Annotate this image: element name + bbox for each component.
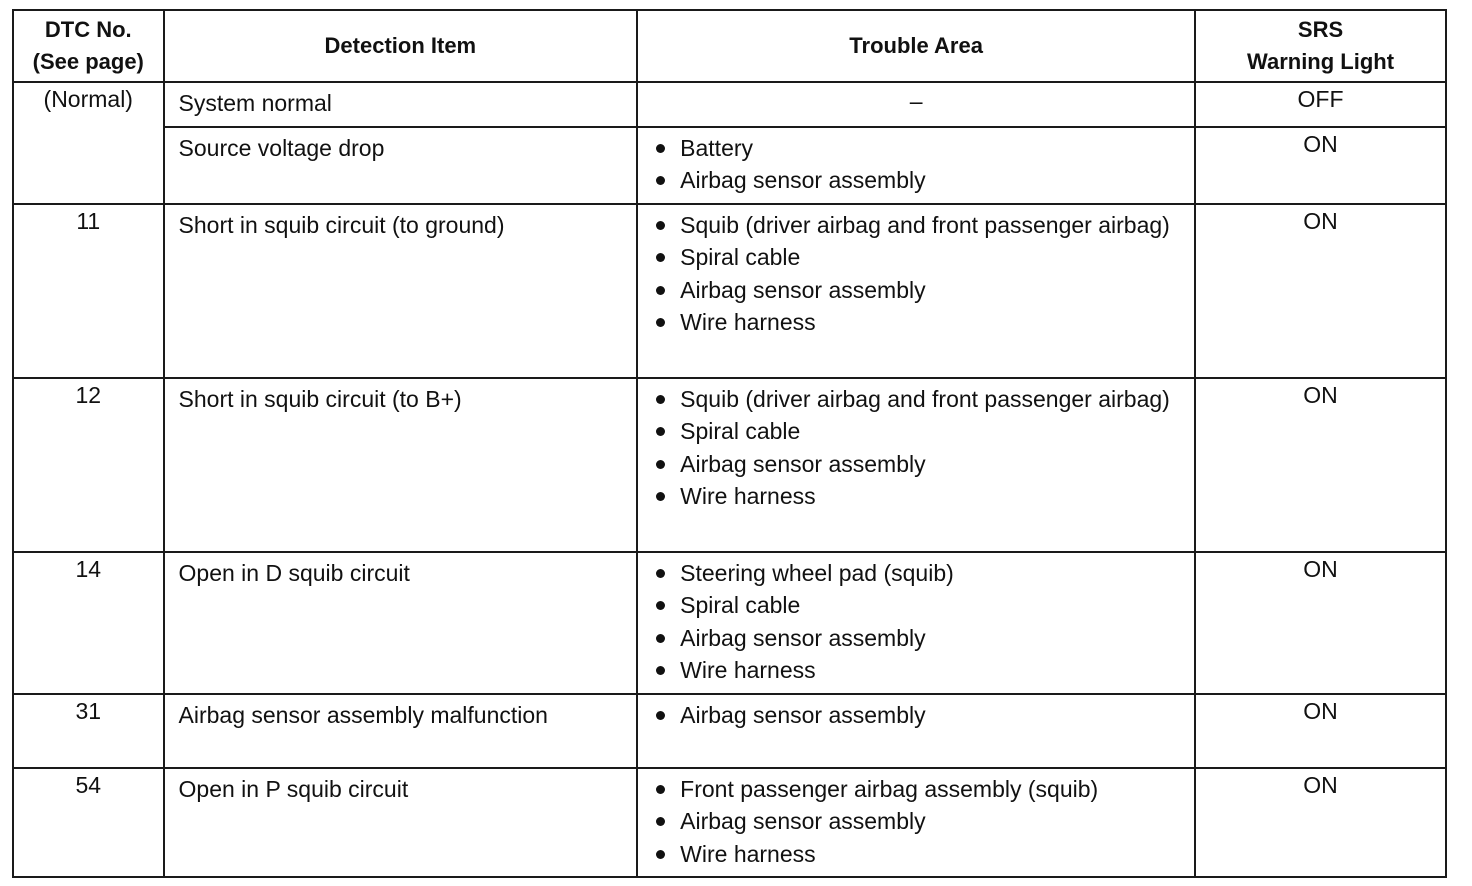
trouble-area-text: Airbag sensor assembly <box>680 450 926 477</box>
warning-light-cell: ON <box>1195 694 1446 768</box>
dtc-number-cell: 54 <box>13 768 164 878</box>
warning-light-cell: ON <box>1195 204 1446 378</box>
dtc-number-cell: 12 <box>13 378 164 552</box>
trouble-area-item <box>652 773 1186 806</box>
bullet-icon <box>656 460 665 469</box>
trouble-area-text: Wire harness <box>680 309 816 335</box>
trouble-area-text: Airbag sensor assembly <box>680 808 926 834</box>
header-dtc-line2: (See page) <box>32 49 144 74</box>
trouble-area-cell <box>637 127 1195 204</box>
header-detection-item: Detection Item <box>164 10 638 82</box>
dtc-number-cell: 31 <box>13 694 164 768</box>
trouble-area-cell <box>637 552 1195 694</box>
bullet-icon <box>656 427 665 436</box>
trouble-area-item <box>652 654 1186 687</box>
bullet-icon <box>656 666 665 675</box>
trouble-area-text: Steering wheel pad (squib) <box>680 559 954 586</box>
trouble-area-list <box>652 132 1186 197</box>
bullet-icon <box>656 569 665 578</box>
trouble-area-text: Squib (driver airbag and front passenger airbag) <box>680 385 1170 412</box>
trouble-area-item <box>652 306 1186 339</box>
detection-cell: Open in D squib circuit <box>164 552 638 694</box>
trouble-area-cell <box>637 768 1195 878</box>
trouble-area-list <box>652 699 1186 732</box>
detection-cell: Short in squib circuit (to ground) <box>164 204 638 378</box>
dtc-number-cell: 14 <box>13 552 164 694</box>
warning-light-cell: ON <box>1195 127 1446 204</box>
bullet-icon <box>656 176 665 185</box>
trouble-area-cell <box>637 204 1195 378</box>
trouble-area-text: Airbag sensor assembly <box>680 701 926 728</box>
trouble-area-text: Wire harness <box>680 840 816 867</box>
trouble-area-list <box>652 209 1186 339</box>
bullet-icon <box>656 601 665 610</box>
header-dtc-line1: DTC No. <box>44 17 132 42</box>
trouble-area-text: Wire harness <box>680 483 816 509</box>
trouble-area-item <box>652 241 1186 274</box>
detection-cell: System normal <box>164 82 638 127</box>
trouble-area-text: Battery <box>680 134 754 161</box>
trouble-area-item <box>652 805 1186 838</box>
bullet-icon <box>656 253 665 262</box>
table-row-source-voltage-drop <box>13 127 1446 204</box>
trouble-area-item <box>652 415 1186 448</box>
trouble-area-text: Airbag sensor assembly <box>680 276 926 303</box>
trouble-area-text: Wire harness <box>680 657 816 683</box>
warning-light-cell: ON <box>1195 768 1446 878</box>
detection-cell: Open in P squib circuit <box>164 768 638 878</box>
trouble-area-text: Spiral cable <box>680 244 801 270</box>
detection-cell: Short in squib circuit (to B+) <box>164 378 638 552</box>
trouble-area-cell <box>637 694 1195 768</box>
trouble-area-item <box>652 480 1186 513</box>
trouble-area-item <box>652 209 1186 242</box>
bullet-icon <box>656 817 665 826</box>
trouble-area-text: Spiral cable <box>680 418 801 444</box>
trouble-area-text: Airbag sensor assembly <box>680 167 926 193</box>
bullet-icon <box>656 634 665 643</box>
dtc-cell-normal: (Normal) <box>13 82 164 204</box>
header-trouble-area: Trouble Area <box>637 10 1195 82</box>
bullet-icon <box>656 318 665 327</box>
trouble-area-list <box>652 773 1186 871</box>
bullet-icon <box>656 286 665 295</box>
trouble-area-cell: – <box>637 82 1195 127</box>
table-row-dtc-14 <box>13 552 1446 694</box>
bullet-icon <box>656 144 665 153</box>
bullet-icon <box>656 785 665 794</box>
trouble-area-item <box>652 589 1186 622</box>
trouble-area-cell <box>637 378 1195 552</box>
bullet-icon <box>656 492 665 501</box>
header-dtc-no <box>13 10 164 82</box>
warning-light-cell: ON <box>1195 552 1446 694</box>
trouble-area-item <box>652 274 1186 307</box>
bullet-icon <box>656 711 665 720</box>
header-row <box>13 10 1446 82</box>
dtc-table <box>12 9 1447 878</box>
table-row-dtc-12 <box>13 378 1446 552</box>
header-srs-warning-light <box>1195 10 1446 82</box>
table-row-dtc-11 <box>13 204 1446 378</box>
trouble-area-text: Squib (driver airbag and front passenger airbag) <box>680 211 1170 238</box>
warning-light-cell: OFF <box>1195 82 1446 127</box>
trouble-area-item <box>652 132 1186 165</box>
trouble-area-item <box>652 448 1186 481</box>
table-row-dtc-54 <box>13 768 1446 878</box>
trouble-area-item <box>652 557 1186 590</box>
table-row-system-normal <box>13 82 1446 127</box>
trouble-area-list <box>652 557 1186 687</box>
detection-cell: Airbag sensor assembly malfunction <box>164 694 638 768</box>
trouble-area-item <box>652 838 1186 871</box>
trouble-area-item <box>652 383 1186 416</box>
bullet-icon <box>656 221 665 230</box>
bullet-icon <box>656 850 665 859</box>
detection-cell: Source voltage drop <box>164 127 638 204</box>
header-srs-line2: Warning Light <box>1247 49 1395 74</box>
trouble-area-text: Front passenger airbag assembly (squib) <box>680 775 1099 802</box>
bullet-icon <box>656 395 665 404</box>
trouble-area-text: Spiral cable <box>680 592 801 618</box>
trouble-area-item <box>652 699 1186 732</box>
trouble-area-item <box>652 164 1186 197</box>
trouble-area-text: Airbag sensor assembly <box>680 624 926 651</box>
dtc-table-page <box>12 9 1447 871</box>
header-srs-line1: SRS <box>1297 17 1344 42</box>
dtc-number-cell: 11 <box>13 204 164 378</box>
warning-light-cell: ON <box>1195 378 1446 552</box>
trouble-area-item <box>652 622 1186 655</box>
table-row-dtc-31 <box>13 694 1446 768</box>
trouble-area-list <box>652 383 1186 513</box>
